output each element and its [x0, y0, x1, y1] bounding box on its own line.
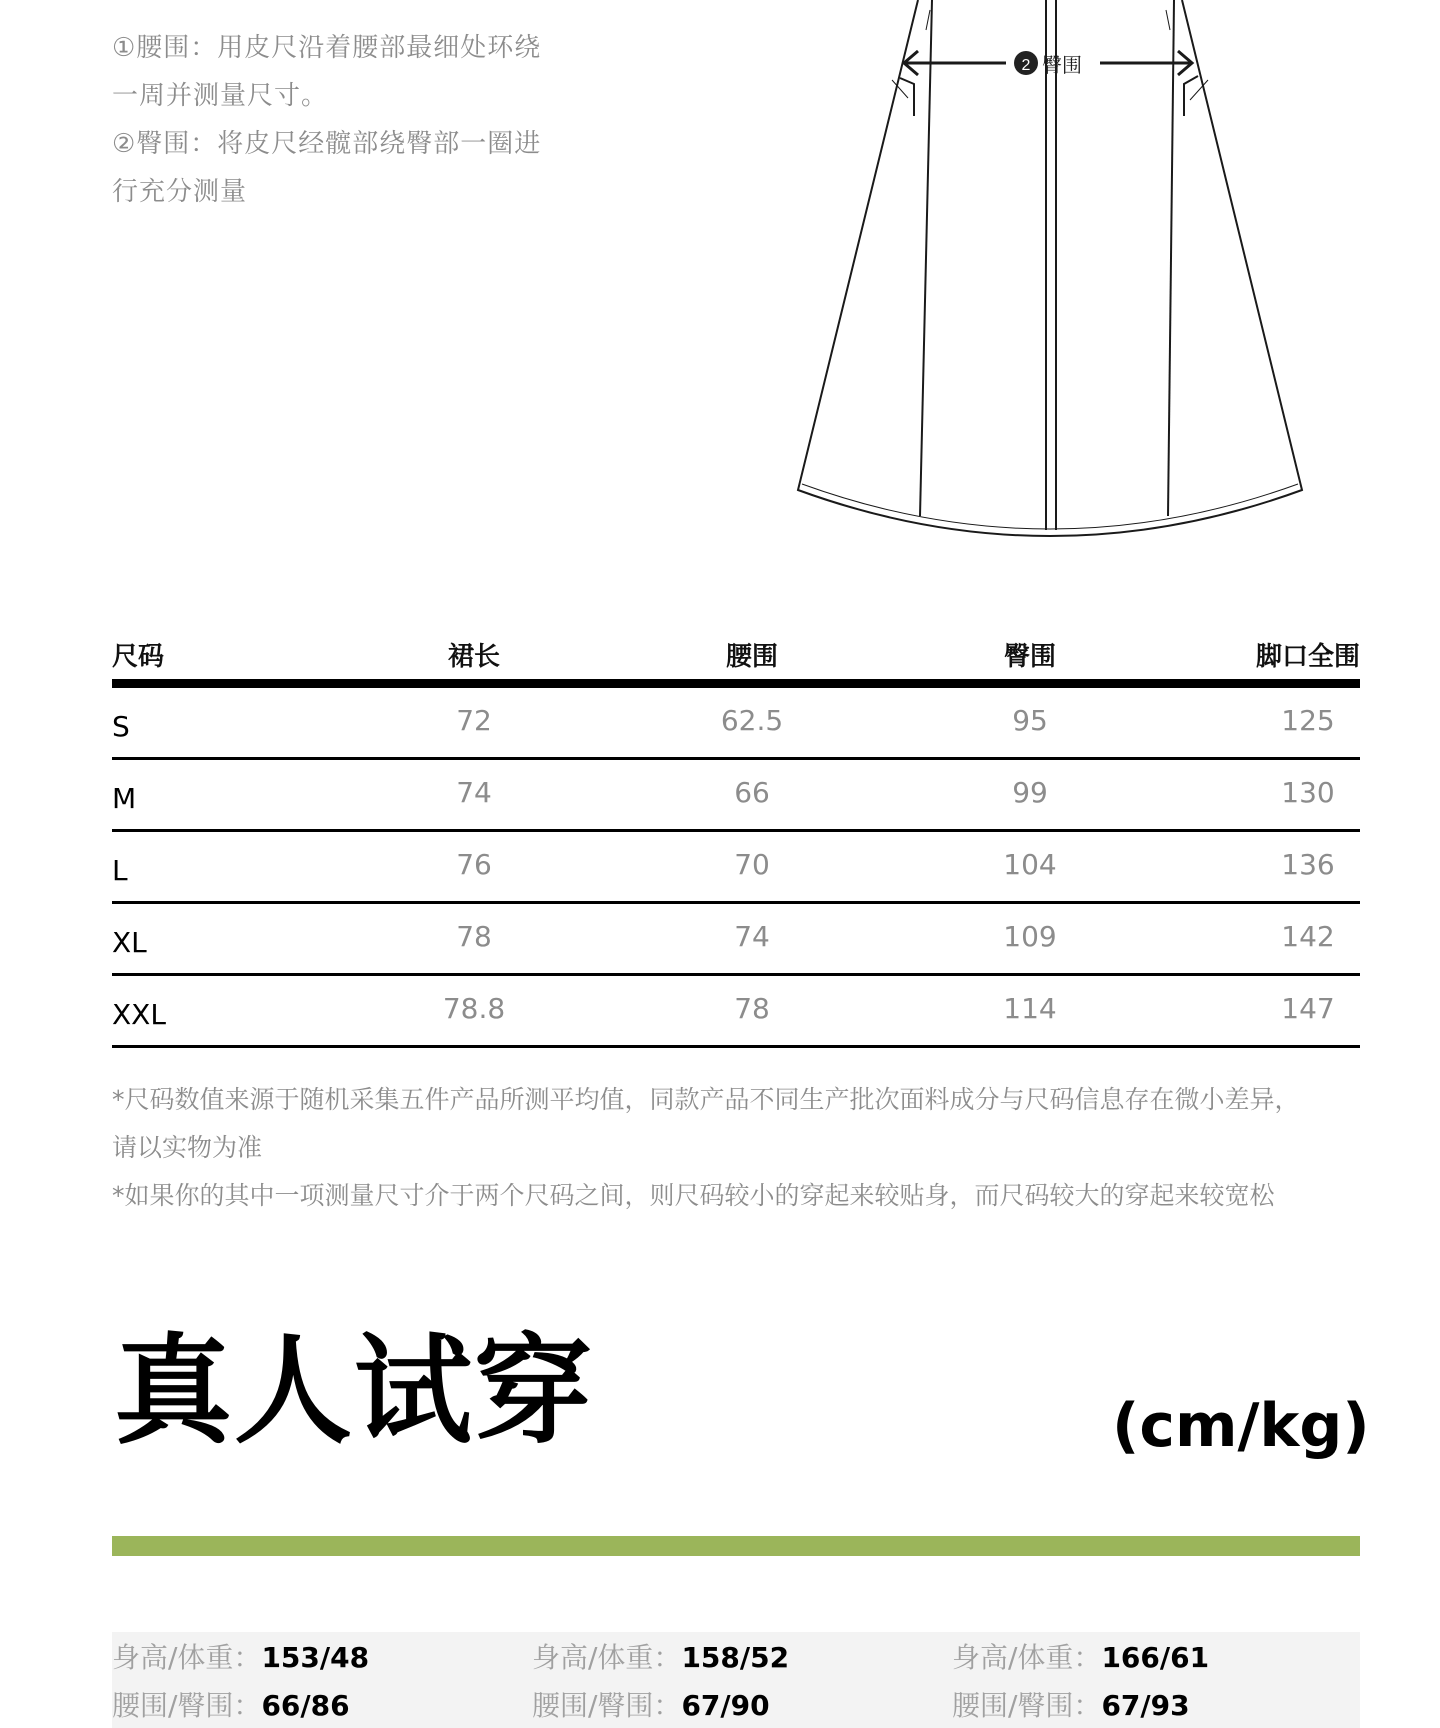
waist-hip-label: 腰围/臀围：: [112, 1689, 262, 1722]
waist-instruction-line1: ①腰围：用皮尺沿着腰部最细处环绕: [112, 33, 542, 63]
waist-hip-row: [532, 1682, 789, 1728]
table-row: M 74 66 99 130: [112, 760, 1360, 832]
hip-instruction-line2: 行充分测量: [112, 177, 248, 207]
height-weight-label: 身高/体重：: [532, 1641, 682, 1674]
hip-instruction-line1: ②臀围：将皮尺经髋部绕臀部一圈进: [112, 129, 542, 159]
skirt-hem-inner: [802, 484, 1298, 529]
note-1-line-2: 请以实物为准: [112, 1133, 263, 1162]
table-row: XL 78 74 109 142: [112, 904, 1360, 976]
hip-marker-number: 2: [1021, 57, 1031, 74]
accent-divider: [112, 1536, 1360, 1556]
try-on-unit: (cm/kg): [1112, 1391, 1370, 1461]
waist-instruction-line2: 一周并测量尺寸。: [112, 81, 329, 111]
waist-hip-row: [112, 1682, 369, 1728]
height-weight-row: [952, 1634, 1209, 1682]
skirt-diagram: [780, 0, 1340, 560]
header-size: 尺码: [112, 642, 165, 672]
waist-hip-label: 腰围/臀围：: [952, 1689, 1102, 1722]
waist-hip-value: 66/86: [261, 1689, 350, 1722]
hip-marker-label: 臀围: [1042, 53, 1082, 77]
row-size: M: [112, 782, 137, 815]
model-card: [952, 1634, 1209, 1728]
waist-hip-value: 67/93: [1101, 1689, 1190, 1722]
height-weight-row: [532, 1634, 789, 1682]
row-size: L: [112, 854, 128, 887]
table-row: L 76 70 104 136: [112, 832, 1360, 904]
row-size: S: [112, 710, 130, 743]
model-fit-panel: [112, 1632, 1360, 1728]
skirt-outline: [798, 0, 1302, 536]
model-card: [532, 1634, 789, 1728]
note-2: *如果你的其中一项测量尺寸介于两个尺码之间，则尺码较小的穿起来较贴身，而尺码较大的穿起来较宽松: [112, 1181, 1275, 1210]
table-row: S 72 62.5 95 125: [112, 688, 1360, 760]
size-chart-table: [112, 636, 1360, 1048]
row-size: XXL: [112, 998, 166, 1031]
model-card: [112, 1634, 369, 1728]
try-on-title: 真人试穿: [114, 1322, 595, 1460]
waist-hip-value: 67/90: [681, 1689, 770, 1722]
note-1-line-1: *尺码数值来源于随机采集五件产品所测平均值，同款产品不同生产批次面料成分与尺码信息存在微小差异，: [112, 1085, 1300, 1114]
height-weight-label: 身高/体重：: [952, 1641, 1102, 1674]
size-notes: [112, 1076, 1362, 1220]
height-weight-value: 158/52: [681, 1641, 790, 1674]
waist-hip-row: [952, 1682, 1209, 1728]
waist-hip-label: 腰围/臀围：: [532, 1689, 682, 1722]
table-row: XXL 78.8 78 114 147: [112, 976, 1360, 1048]
height-weight-value: 166/61: [1101, 1641, 1210, 1674]
height-weight-label: 身高/体重：: [112, 1641, 262, 1674]
size-chart-header: 尺码 裙长 腰围 臀围 脚口全围: [112, 636, 1360, 688]
height-weight-row: [112, 1634, 369, 1682]
row-size: XL: [112, 926, 147, 959]
measurement-instructions: [112, 24, 572, 216]
height-weight-value: 153/48: [261, 1641, 370, 1674]
